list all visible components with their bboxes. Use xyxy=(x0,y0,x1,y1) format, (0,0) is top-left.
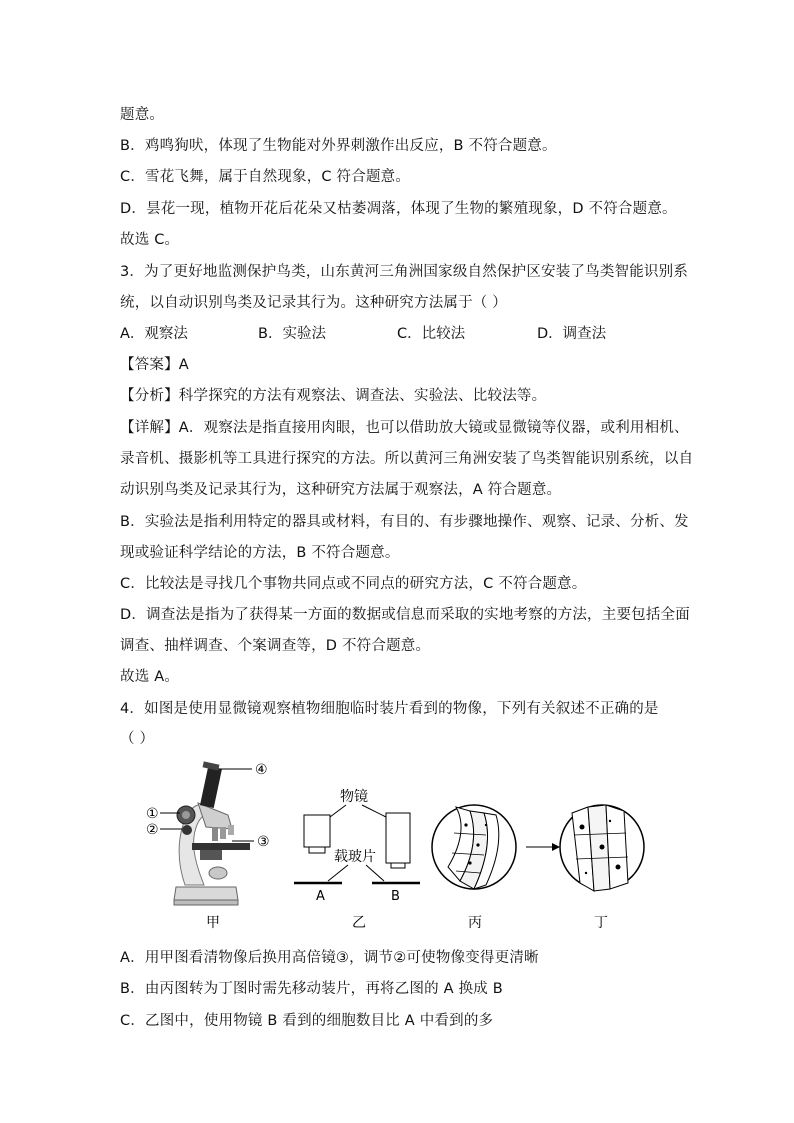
q4-option-b: B．由丙图转为丁图时需先移动装片，再将乙图的 A 换成 B xyxy=(120,981,503,997)
text-line: 故选 A。 xyxy=(120,669,180,685)
arrow-icon xyxy=(526,843,560,851)
detail-line: 录音机、摄影机等工具进行探究的方法。所以黄河三角洲安装了鸟类智能识别系统，以自 xyxy=(120,451,694,467)
text-line: 故选 C。 xyxy=(120,232,180,248)
text-line: D．昙花一现，植物开花后花朵又枯萎凋落，体现了生物的繁殖现象，D 不符合题意。 xyxy=(120,201,677,217)
text-line: B．鸡鸣狗吠，体现了生物能对外界刺激作出反应，B 不符合题意。 xyxy=(120,138,557,154)
detail-line: D．调查法是指为了获得某一方面的数据或信息而采取的实地考察的方法，主要包括全面 xyxy=(120,607,690,623)
caption-yi: 乙 xyxy=(352,915,366,931)
detail-line: C．比较法是寻找几个事物共同点或不同点的研究方法，C 不符合题意。 xyxy=(120,576,587,592)
microscope-drawing xyxy=(174,761,250,905)
q4-option-c: C．乙图中，使用物镜 B 看到的细胞数目比 A 中看到的多 xyxy=(120,1013,494,1029)
question-4-stem: 4．如图是使用显微镜观察植物细胞临时装片看到的物像，下列有关叙述不正确的是 xyxy=(120,701,659,717)
q3-option-d: D．调查法 xyxy=(537,326,607,342)
objective-label: 物镜 xyxy=(340,789,368,805)
caption-jia: 甲 xyxy=(206,915,220,931)
caption-bing: 丙 xyxy=(468,915,482,931)
q4-option-a: A．用甲图看清物像后换用高倍镜③，调节②可使物像变得更清晰 xyxy=(120,950,539,966)
question-3-stem: 统，以自动识别鸟类及记录其行为。这种研究方法属于（ ） xyxy=(120,295,508,311)
label-3: ③ xyxy=(257,834,270,850)
detail-line: 调查、抽样调查、个案调查等，D 不符合题意。 xyxy=(120,638,431,654)
q3-option-b: B．实验法 xyxy=(258,326,326,342)
answer-line: 【答案】A xyxy=(120,357,189,373)
objective-diagram xyxy=(294,805,420,883)
question-3-stem: 3．为了更好地监测保护鸟类，山东黄河三角洲国家级自然保护区安装了鸟类智能识别系 xyxy=(120,264,689,280)
detail-line: 现或验证科学结论的方法，B 不符合题意。 xyxy=(120,545,400,561)
q3-option-a: A．观察法 xyxy=(120,326,188,342)
label-1: ① xyxy=(146,806,159,822)
detail-line: 动识别鸟类及记录其行为，这种研究方法属于观察法，A 符合题意。 xyxy=(120,482,562,498)
text-line: 题意。 xyxy=(120,107,165,123)
label-4: ④ xyxy=(255,762,268,778)
microscope-figure xyxy=(140,755,650,940)
label-a: A xyxy=(316,889,325,904)
q3-option-c: C．比较法 xyxy=(397,326,466,342)
label-2: ② xyxy=(146,822,159,838)
text-line: C．雪花飞舞，属于自然现象，C 符合题意。 xyxy=(120,169,411,185)
high-power-view xyxy=(560,805,644,891)
detail-line: 【详解】A．观察法是指直接用肉眼，也可以借助放大镜或显微镜等仪器，或利用相机、 xyxy=(120,420,689,436)
slide-label: 载玻片 xyxy=(334,849,376,865)
question-4-stem: （ ） xyxy=(120,731,155,747)
label-b: B xyxy=(391,889,400,904)
analysis-line: 【分析】科学探究的方法有观察法、调查法、实验法、比较法等。 xyxy=(120,388,547,404)
low-power-view xyxy=(432,805,516,889)
caption-ding: 丁 xyxy=(594,915,608,931)
detail-line: B．实验法是指利用特定的器具或材料，有目的、有步骤地操作、观察、记录、分析、发 xyxy=(120,514,689,530)
